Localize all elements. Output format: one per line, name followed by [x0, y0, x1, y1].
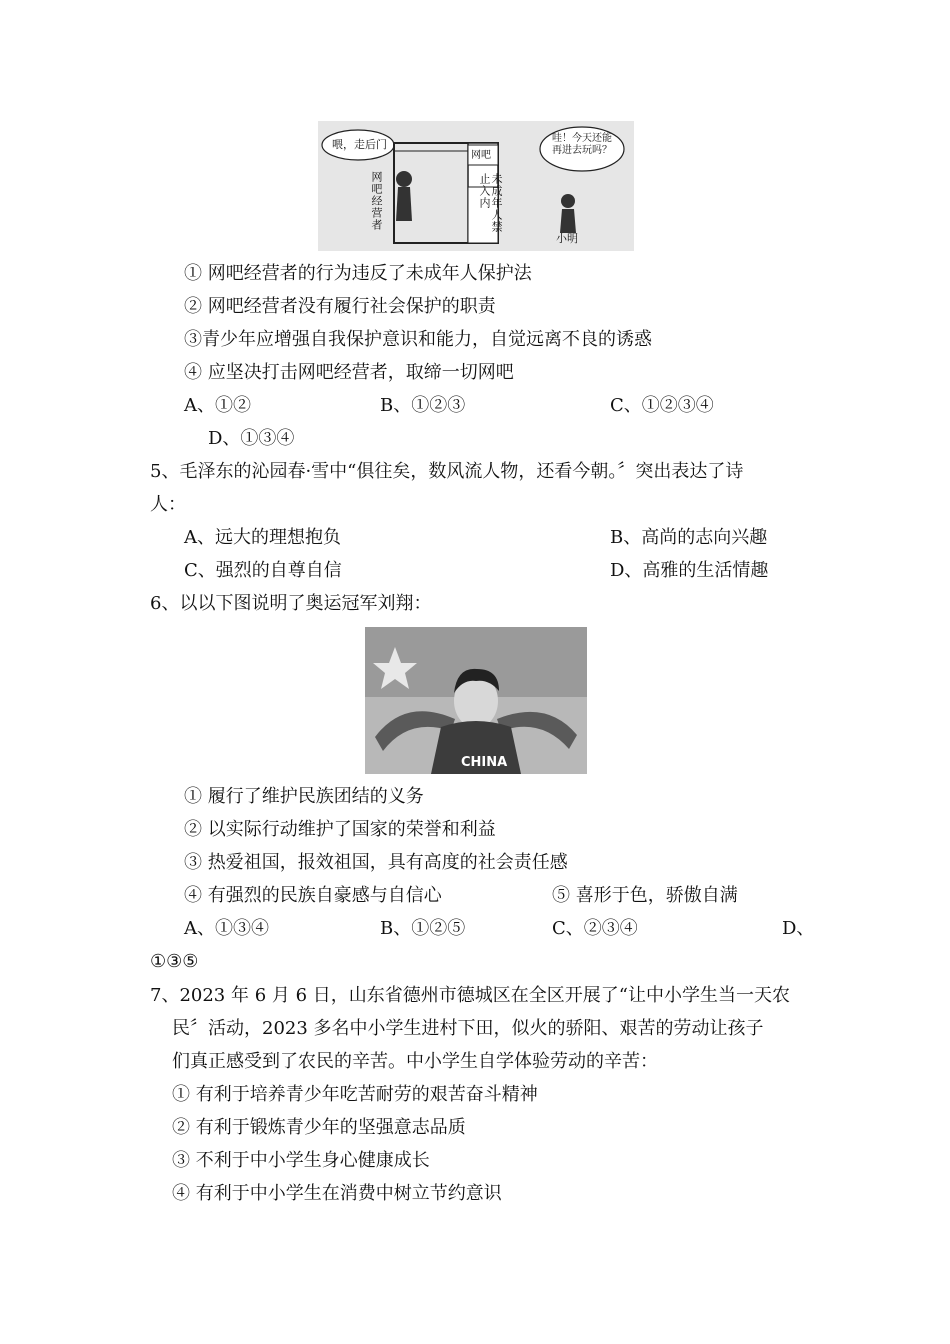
q4-option-c: C、①②③④ [610, 395, 714, 416]
q5-option-b: B、高尚的志向兴趣 [610, 527, 768, 548]
q6-statement: ② 以实际行动维护了国家的荣誉和利益 [184, 819, 496, 840]
q6-option-a: A、①③④ [184, 918, 269, 939]
q5-stem-line1: 5、毛泽东的沁园春·雪中“俱往矣，数风流人物，还看今朝。〞突出表达了诗 [150, 461, 744, 482]
q6-option-d-wrap: ①③⑤ [150, 951, 199, 972]
q6-option-b: B、①②⑤ [380, 918, 466, 939]
q4-option-a: A、①② [184, 395, 251, 416]
q7-statement: ① 有利于培养青少年吃苦耐劳的艰苦奋斗精神 [172, 1084, 538, 1105]
athlete-photo [365, 627, 587, 774]
q6-statement: ① 履行了维护民族团结的义务 [184, 786, 424, 807]
cartoon-bubble-left: 喂，走后门 [332, 138, 387, 151]
q7-statement: ② 有利于锻炼青少年的坚强意志品质 [172, 1117, 466, 1138]
cartoon-bubble-right: 哇！今天还能再进去玩吗？ [552, 133, 612, 156]
q6-option-c: C、②③④ [552, 918, 638, 939]
q7-stem-line2: 民〞活动，2023 多名中小学生进村下田，似火的骄阳、艰苦的劳动让孩子 [172, 1018, 764, 1039]
q6-stem: 6、以以下图说明了奥运冠军刘翔： [150, 593, 432, 614]
q6-option-d: D、 [782, 918, 815, 939]
q4-option-b: B、①②③ [380, 395, 466, 416]
q7-statement: ③ 不利于中小学生身心健康成长 [172, 1150, 430, 1171]
q7-stem-line3: 们真正感受到了农民的辛苦。中小学生自学体验劳动的辛苦： [172, 1051, 658, 1072]
q5-stem-line2: 人： [150, 494, 186, 515]
athlete-chest-text: CHINA [461, 755, 508, 770]
q5-option-d: D、高雅的生活情趣 [610, 560, 769, 581]
q6-statement: ④ 有强烈的民族自豪感与自信心 [184, 885, 442, 906]
q4-statement: ④ 应坚决打击网吧经营者，取缔一切网吧 [184, 362, 514, 383]
cartoon-sign-net: 网吧 [471, 150, 491, 161]
q4-option-d: D、①③④ [208, 428, 295, 449]
q6-statement: ③ 热爱祖国，报效祖国，具有高度的社会责任感 [184, 852, 568, 873]
q4-statement: ① 网吧经营者的行为违反了未成年人保护法 [184, 263, 532, 284]
q4-statement: ② 网吧经营者没有履行社会保护的职责 [184, 296, 496, 317]
q4-statement: ③青少年应增强自我保护意识和能力，自觉远离不良的诱惑 [184, 329, 652, 350]
q5-option-a: A、远大的理想抱负 [184, 527, 341, 548]
q7-statement: ④ 有利于中小学生在消费中树立节约意识 [172, 1183, 502, 1204]
q5-option-c: C、强烈的自尊自信 [184, 560, 342, 581]
q6-statement: ⑤ 喜形于色，骄傲自满 [552, 885, 738, 906]
internet-cafe-cartoon [318, 121, 634, 251]
q7-stem-line1: 7、2023 年 6 月 6 日，山东省德州市德城区在全区开展了“让中小学生当一天农 [150, 985, 790, 1006]
athlete-drawing [365, 627, 587, 774]
cartoon-label-boy: 小明 [556, 232, 578, 245]
cartoon-label-owner: 网吧经营者 [370, 171, 383, 231]
cartoon-sign-notice: 未成年人禁止入内 [478, 173, 503, 233]
